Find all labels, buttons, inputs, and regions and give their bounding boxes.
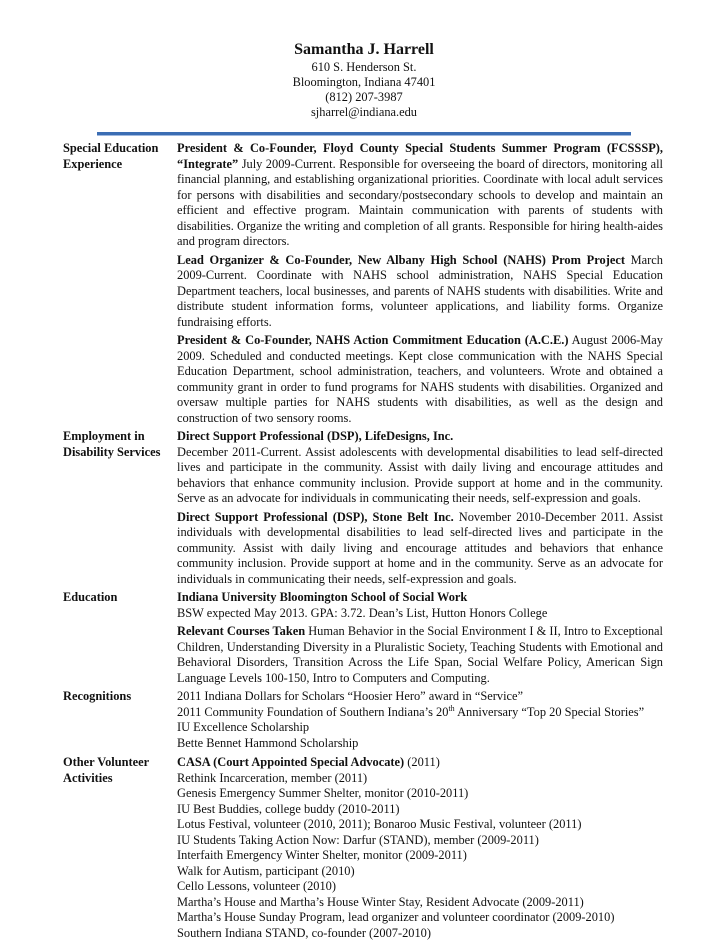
volunteer-item: Lotus Festival, volunteer (2010, 2011); Bonaroo Music Festival, volunteer (2011)	[177, 817, 582, 831]
courses-entry	[177, 624, 663, 686]
school-name: Indiana University Bloomington School of Social Work	[177, 590, 468, 604]
section-label	[63, 755, 177, 941]
recognition-text: 2011 Community Foundation of Southern Indiana’s 20	[177, 704, 449, 719]
volunteer-item	[177, 755, 663, 771]
education-entry	[177, 590, 663, 621]
volunteer-item: Interfaith Emergency Winter Shelter, monitor (2009-2011)	[177, 848, 467, 862]
section-volunteer	[63, 755, 663, 941]
employment-entry	[177, 429, 663, 507]
volunteer-item: Walk for Autism, participant (2010)	[177, 863, 355, 878]
section-label-line: Employment in	[63, 429, 145, 443]
section-content	[177, 141, 663, 429]
volunteer-item: IU Students Taking Action Now: Darfur (STAND), member (2009-2011)	[177, 832, 539, 847]
applicant-name: Samantha J. Harrell	[294, 41, 434, 58]
entry-description: March 2009-Current. Coordinate with NAHS school administration, NAHS Special Education Department teachers, local businesses, and parents of NAHS students with disabilities. Write and distribute student information forms, volunteer applications, and liability forms. Organize fundraising efforts.	[177, 252, 663, 329]
section-employment	[63, 429, 663, 590]
entry-title: Lead Organizer & Co-Founder, New Albany High School (NAHS) Prom Project	[177, 252, 625, 267]
resume-header	[0, 40, 728, 120]
section-label: Recognitions	[63, 689, 132, 703]
experience-entry	[177, 141, 663, 250]
entry-title: Direct Support Professional (DSP), Stone Belt Inc.	[177, 509, 454, 524]
section-label-line: Special Education	[63, 141, 159, 155]
volunteer-item: Southern Indiana STAND, co-founder (2007-2010)	[177, 925, 431, 940]
section-special-education	[63, 141, 663, 429]
section-label	[63, 429, 177, 590]
volunteer-item: IU Best Buddies, college buddy (2010-2011)	[177, 801, 400, 816]
volunteer-item: Cello Lessons, volunteer (2010)	[177, 879, 336, 893]
recognition-item: Bette Bennet Hammond Scholarship	[177, 735, 359, 750]
entry-title: President & Co-Founder, Floyd County Special Students Summer Program (FCSSSP), “Integrate”	[177, 141, 663, 171]
email-address: sjharrel@indiana.edu	[310, 105, 418, 119]
recognition-item: 2011 Indiana Dollars for Scholars “Hoosier Hero” award in “Service”	[177, 689, 524, 703]
section-label	[63, 141, 177, 429]
entry-title: President & Co-Founder, NAHS Action Commitment Education (A.C.E.)	[177, 333, 569, 347]
section-label-line: Disability Services	[63, 444, 161, 459]
volunteer-title: CASA (Court Appointed Special Advocate)	[177, 755, 405, 769]
entry-description: August 2006-May 2009. Scheduled and conducted meetings. Kept close communication with the NAHS Special Education Department, school administration, teachers, and volunteers. Wrote and obtained a community grant in order to fund programs for NAHS students with disabilities. Organized and oversaw multiple parties for NAHS students with disabilities, as well as the design and construction of two sensory rooms.	[177, 333, 663, 425]
courses-list: Human Behavior in the Social Environment I & II, Intro to Exceptional Children, Understanding Diversity in a Pluralistic Society, Teaching Students with Emotional and Behavioral Disorders, Transition Across the Life Span, Social Welfare Policy, American Sign Language Levels 100-150, Intro to Computers and Computing.	[177, 624, 663, 685]
courses-title: Relevant Courses Taken	[177, 624, 306, 638]
entry-description: December 2011-Current. Assist adolescents with developmental disabilities to lead self-directed lives and participate in the community. Assist with daily living and encourage attitudes and behaviors that enhance community inclusion. Provide support at home and in the community. Serve as an advocate for individuals in communicating their needs, self-expression and goals.	[177, 444, 663, 505]
ordinal-suffix: th	[448, 703, 455, 713]
section-education	[63, 590, 663, 689]
section-recognitions	[63, 689, 663, 751]
street-address: 610 S. Henderson St.	[311, 60, 417, 74]
phone-number: (812) 207-3987	[325, 90, 403, 104]
city-state-zip: Bloomington, Indiana 47401	[292, 75, 436, 89]
experience-entry	[177, 253, 663, 331]
header-divider	[97, 132, 631, 136]
section-content	[177, 590, 663, 689]
entry-description: July 2009-Current. Responsible for overseeing the board of directors, monitoring all financial planning, and establishing organizational priorities. Coordinate with local adult services for persons with disabilities and secondary/postsecondary schools to develop and maintain an efficient and effective program. Maintain communication with parents of students with disabilities. Organize the writing and completion of all grants. Responsible for hiring health-aides and program directors.	[177, 156, 663, 248]
entry-title: Direct Support Professional (DSP), LifeDesigns, Inc.	[177, 429, 454, 443]
employment-entry	[177, 510, 663, 588]
section-content	[177, 755, 663, 941]
volunteer-item: Genesis Emergency Summer Shelter, monitor (2010-2011)	[177, 786, 469, 800]
section-label: Education	[63, 590, 118, 604]
volunteer-item: Martha’s House and Martha’s House Winter Stay, Resident Advocate (2009-2011)	[177, 894, 584, 909]
volunteer-item: Martha’s House Sunday Program, lead organizer and volunteer coordinator (2009-2010)	[177, 910, 615, 924]
entry-description: November 2010-December 2011. Assist individuals with developmental disabilities to lead self-directed lives and participate in the community. Assist with daily living and encourage attitudes and behaviors that enhance community inclusion. Provide support at home and in the community. Serve as an advocate for individuals in communicating their needs, self-expression and goals.	[177, 509, 663, 586]
section-content	[177, 689, 663, 751]
volunteer-item: Rethink Incarceration, member (2011)	[177, 770, 368, 785]
resume-body	[63, 141, 663, 941]
experience-entry	[177, 333, 663, 426]
section-content	[177, 429, 663, 590]
section-label-line: Experience	[63, 156, 123, 171]
recognition-item	[177, 705, 663, 721]
recognition-item: IU Excellence Scholarship	[177, 720, 310, 734]
section-label-line: Activities	[63, 770, 113, 785]
degree-info: BSW expected May 2013. GPA: 3.72. Dean’s List, Hutton Honors College	[177, 605, 548, 620]
recognition-text: Anniversary “Top 20 Special Stories”	[454, 704, 645, 719]
volunteer-year: (2011)	[404, 755, 440, 769]
section-label-line: Other Volunteer	[63, 755, 150, 769]
